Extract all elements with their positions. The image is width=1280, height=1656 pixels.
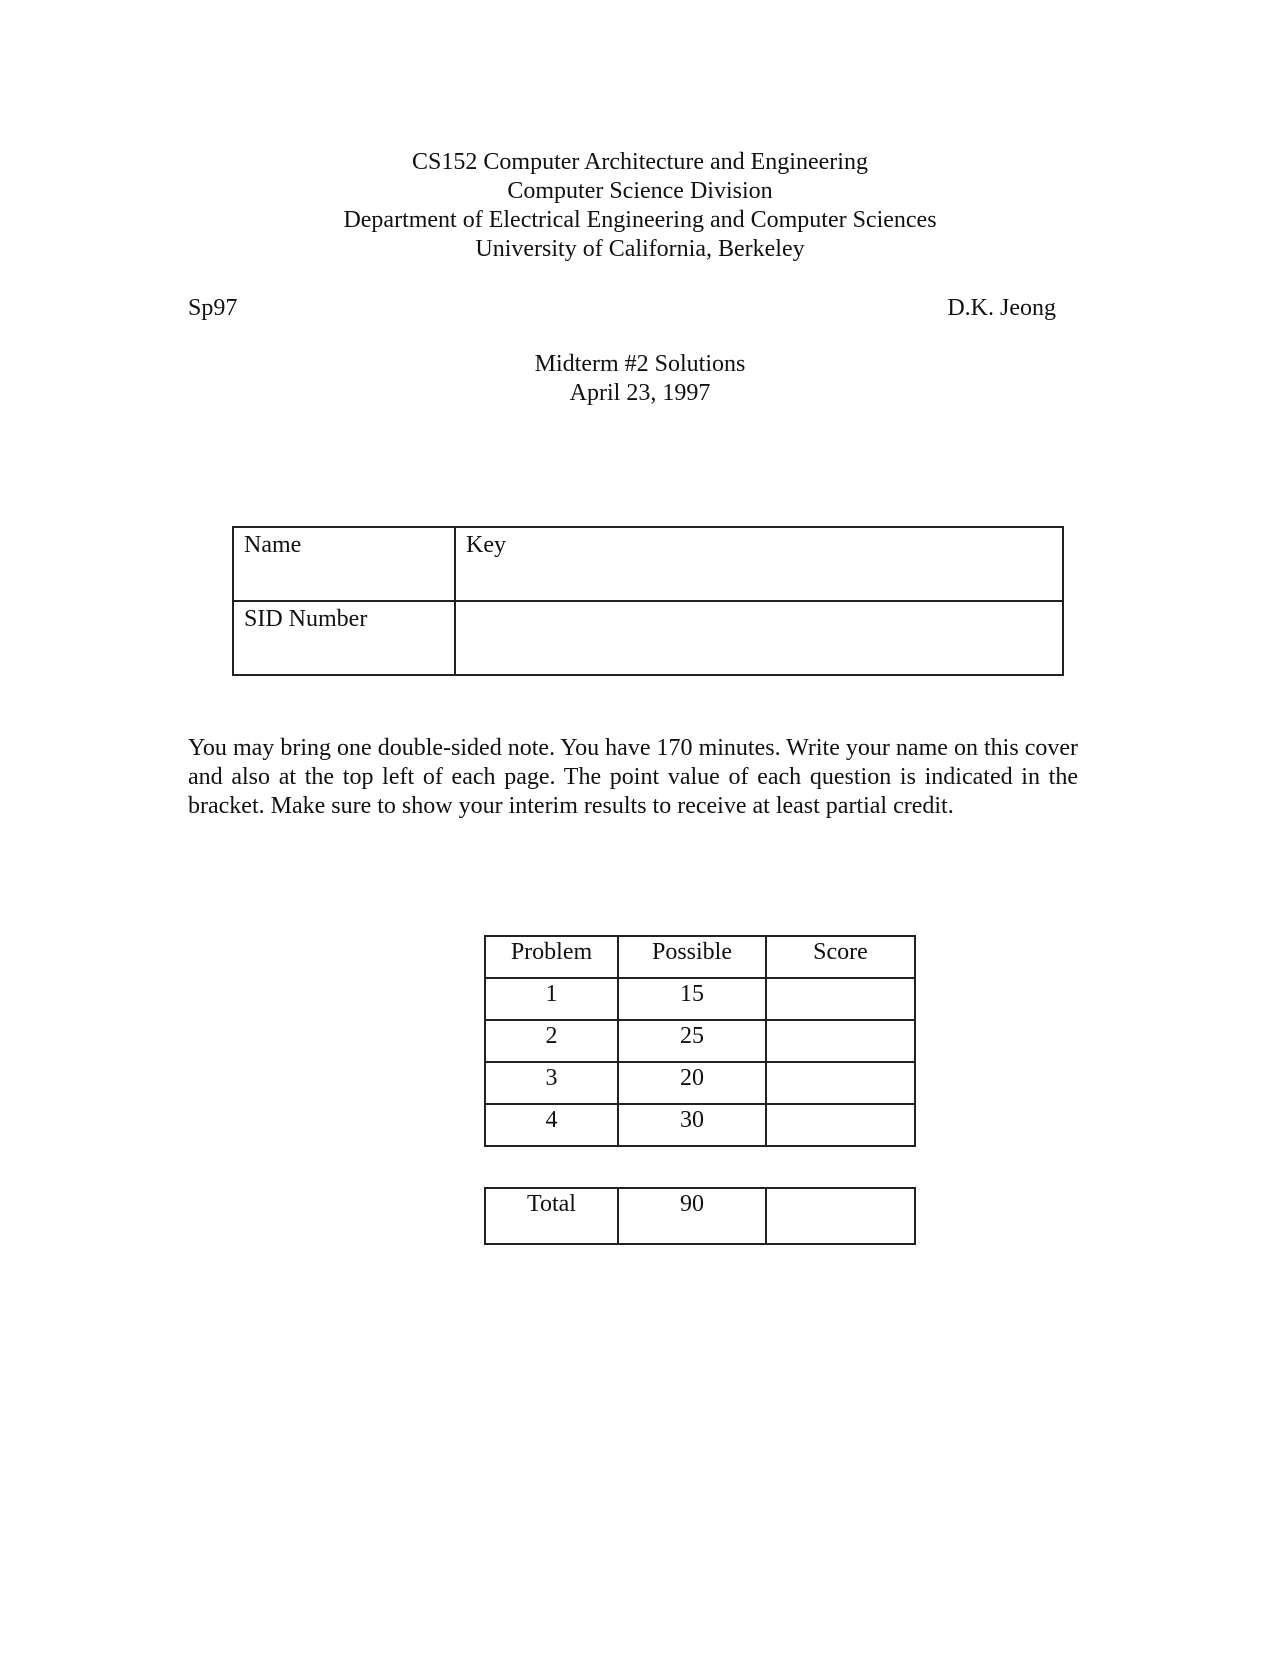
total-score [766, 1188, 915, 1244]
total-label: Total [485, 1188, 618, 1244]
score-cell [766, 1020, 915, 1062]
exam-title-block [0, 350, 1280, 408]
possible-points: 15 [618, 978, 766, 1020]
exam-instructions: You may bring one double-sided note. You have 170 minutes. Write your name on this cover and also at the top left of each page. The point value of each question is indicated in the bracket. Make sure to show your interim results to receive at least partial credit. [188, 735, 1078, 819]
possible-points: 20 [618, 1062, 766, 1104]
name-row [233, 527, 1063, 601]
department-name: Department of Electrical Engineering and Computer Sciences [343, 207, 937, 233]
problem-number: 4 [485, 1104, 618, 1146]
score-cell [766, 1104, 915, 1146]
column-header-problem: Problem [485, 936, 618, 978]
total-table [484, 1187, 916, 1245]
table-row [485, 1104, 915, 1146]
name-label: Name [233, 527, 455, 601]
column-header-possible: Possible [618, 936, 766, 978]
score-table-header-row [485, 936, 915, 978]
problem-number: 2 [485, 1020, 618, 1062]
column-header-score: Score [766, 936, 915, 978]
semester-label: Sp97 [188, 295, 238, 321]
university-name: University of California, Berkeley [475, 236, 805, 262]
course-header [0, 148, 1280, 264]
total-row [485, 1188, 915, 1244]
name-value: Key [455, 527, 1063, 601]
division-name: Computer Science Division [507, 178, 773, 204]
instructor-name: D.K. Jeong [947, 295, 1056, 321]
sid-row [233, 601, 1063, 675]
course-title: CS152 Computer Architecture and Engineering [412, 149, 868, 175]
score-cell [766, 1062, 915, 1104]
possible-points: 25 [618, 1020, 766, 1062]
problem-number: 1 [485, 978, 618, 1020]
table-row [485, 1020, 915, 1062]
sid-label: SID Number [233, 601, 455, 675]
table-row [485, 1062, 915, 1104]
student-id-table [232, 526, 1064, 676]
exam-title: Midterm #2 Solutions [534, 351, 746, 377]
score-table [484, 935, 916, 1147]
possible-points: 30 [618, 1104, 766, 1146]
sid-value [455, 601, 1063, 675]
table-row [485, 978, 915, 1020]
exam-date: April 23, 1997 [569, 380, 711, 406]
problem-number: 3 [485, 1062, 618, 1104]
score-cell [766, 978, 915, 1020]
total-possible: 90 [618, 1188, 766, 1244]
